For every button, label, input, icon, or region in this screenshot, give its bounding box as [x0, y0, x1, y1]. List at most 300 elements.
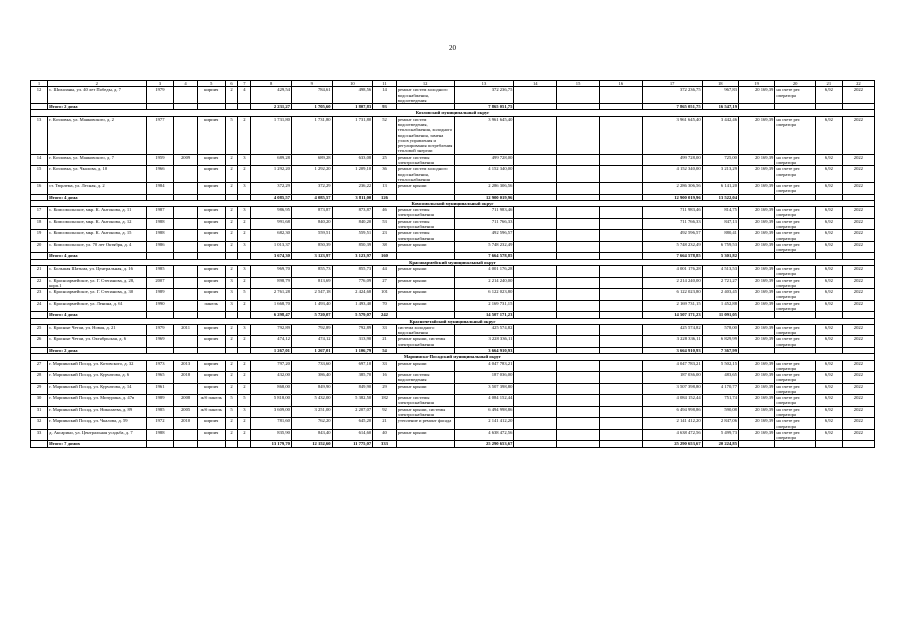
- table-cell: 1 705,60: [291, 104, 332, 110]
- table-cell: [557, 218, 600, 230]
- table-cell: 967,83: [702, 87, 738, 104]
- table-cell: 499 728,00: [454, 154, 514, 166]
- table-cell: г. Козловка, ул. Маяковского, д. 7: [48, 154, 146, 166]
- table-cell: [514, 372, 557, 384]
- table-cell: 483,65: [702, 372, 738, 384]
- table-cell: с. Большая Шатьма, ул. Центральная, д. 16: [48, 266, 146, 278]
- table-cell: 2 231,27: [251, 104, 292, 110]
- column-number-cell: 10: [332, 81, 373, 87]
- table-cell: с. Комсомольское, ул. 70 лет Октября, д. 4: [48, 241, 146, 253]
- table-cell: [557, 429, 600, 441]
- table-cell: [599, 116, 642, 154]
- district-name: Красночетайский муниципальный округ: [31, 318, 875, 324]
- table-cell: 5: [238, 395, 251, 407]
- table-cell: [599, 300, 642, 312]
- table-cell: [514, 395, 557, 407]
- table-cell: 4 085,57: [251, 194, 292, 200]
- table-cell: 25: [31, 324, 48, 336]
- table-cell: 17: [31, 207, 48, 219]
- table-cell: 6,92: [815, 166, 842, 183]
- table-cell: 2022: [842, 289, 874, 301]
- table-cell: 2013: [174, 360, 198, 372]
- district-name: Козловский муниципальный округ: [31, 110, 875, 116]
- table-cell: 4 047 783,21: [454, 360, 514, 372]
- table-cell: ремонт систем холодного водоснабжения, теплоснабжения: [396, 166, 454, 183]
- table-cell: 2: [238, 429, 251, 441]
- column-number-cell: 22: [842, 81, 874, 87]
- table-cell: Итого: 7 домов: [48, 441, 146, 447]
- table-cell: [599, 395, 642, 407]
- table-cell: 432,00: [251, 372, 292, 384]
- table-cell: 6,92: [815, 266, 842, 278]
- table-cell: 23: [373, 230, 397, 242]
- table-cell: 2022: [842, 241, 874, 253]
- table-cell: 160: [373, 253, 397, 259]
- table-cell: [514, 336, 557, 348]
- table-cell: с. Комсомольское, мкр. К. Антонова, д. 11: [48, 207, 146, 219]
- table-cell: 2022: [842, 383, 874, 395]
- table-cell: 733,60: [291, 360, 332, 372]
- table-cell: 5 499,73: [702, 429, 738, 441]
- table-cell: 7 664 578,85: [642, 253, 702, 259]
- table-cell: 2022: [842, 87, 874, 104]
- table-cell: ремонт крыши: [396, 300, 454, 312]
- table-cell: кирпич: [197, 183, 225, 195]
- table-cell: кирпич: [197, 266, 225, 278]
- table-cell: 6 122 023,80: [454, 289, 514, 301]
- table-cell: 776,09: [332, 277, 373, 289]
- table-cell: 3 442,46: [702, 116, 738, 154]
- table-cell: 20 169,39: [738, 266, 774, 278]
- table-cell: [174, 277, 198, 289]
- table-cell: на счете рег. оператора: [775, 183, 816, 195]
- table-cell: 499 728,00: [642, 154, 702, 166]
- table-cell: кирпич: [197, 207, 225, 219]
- table-cell: 986,95: [251, 207, 292, 219]
- table-cell: 3 251,00: [291, 406, 332, 418]
- table-cell: панель: [197, 300, 225, 312]
- table-cell: 20 169,39: [738, 230, 774, 242]
- table-cell: 7 865 051,75: [642, 104, 702, 110]
- table-cell: 4 638 472,56: [454, 429, 514, 441]
- table-cell: ремонт крыши, системы электроснабжения: [396, 336, 454, 348]
- table-cell: 54: [373, 347, 397, 353]
- table-cell: [599, 383, 642, 395]
- table-cell: [599, 336, 642, 348]
- table-cell: 23: [31, 289, 48, 301]
- table-cell: 6,92: [815, 207, 842, 219]
- table-cell: 3 961 645,40: [454, 116, 514, 154]
- table-cell: 3: [225, 289, 238, 301]
- table-cell: на счете рег. оператора: [775, 300, 816, 312]
- table-cell: 682,30: [251, 230, 292, 242]
- column-number-cell: 7: [238, 81, 251, 87]
- table-cell: 27: [373, 277, 397, 289]
- table-cell: 14: [31, 154, 48, 166]
- table-cell: [514, 383, 557, 395]
- table-cell: 3 228 336,11: [454, 336, 514, 348]
- table-cell: 6,92: [815, 406, 842, 418]
- table-cell: 425 574,82: [642, 324, 702, 336]
- table-cell: 12 900 019,96: [454, 194, 514, 200]
- table-cell: 25 290 653,67: [642, 441, 702, 447]
- table-cell: 21: [373, 336, 397, 348]
- table-cell: ремонт крыши: [396, 241, 454, 253]
- table-cell: 44: [373, 266, 397, 278]
- table-cell: [174, 266, 198, 278]
- table-cell: 633,08: [332, 154, 373, 166]
- table-cell: 6,92: [815, 360, 842, 372]
- table-cell: 6,92: [815, 230, 842, 242]
- table-cell: [174, 116, 198, 154]
- table-cell: 313,90: [332, 336, 373, 348]
- table-cell: 20 169,39: [738, 218, 774, 230]
- table-cell: [238, 441, 251, 447]
- table-cell: 1986: [146, 241, 174, 253]
- table-cell: 1990: [146, 300, 174, 312]
- table-cell: 725,00: [702, 154, 738, 166]
- table-cell: 2: [238, 383, 251, 395]
- total-row: [31, 441, 875, 447]
- table-cell: 92: [373, 406, 397, 418]
- table-cell: 2: [225, 372, 238, 384]
- table-cell: на счете рег. оператора: [775, 87, 816, 104]
- table-cell: 3 123,97: [332, 253, 373, 259]
- table-cell: [557, 441, 600, 447]
- table-cell: с. Красные Четаи, ул. Новая, д. 21: [48, 324, 146, 336]
- table-cell: 182: [373, 395, 397, 407]
- table-cell: 20 169,39: [738, 395, 774, 407]
- table-cell: на счете рег. оператора: [775, 207, 816, 219]
- table-cell: 6,92: [815, 183, 842, 195]
- table-cell: 20 169,39: [738, 87, 774, 104]
- table-cell: 784,61: [291, 87, 332, 104]
- table-cell: 38: [373, 241, 397, 253]
- table-cell: 14 507 171,23: [642, 312, 702, 318]
- table-cell: 25 290 653,67: [454, 441, 514, 447]
- table-cell: кирпич: [197, 336, 225, 348]
- table-cell: 855,73: [332, 266, 373, 278]
- table-cell: [557, 360, 600, 372]
- table-cell: Итого: 4 дома: [48, 312, 146, 318]
- table-cell: 1 731,80: [291, 116, 332, 154]
- table-cell: 36: [373, 166, 397, 183]
- table-cell: 6 122 023,80: [642, 289, 702, 301]
- table-cell: 2022: [842, 360, 874, 372]
- table-cell: 2022: [842, 266, 874, 278]
- table-cell: 4 001 176,28: [642, 266, 702, 278]
- table-cell: кирпич: [197, 166, 225, 183]
- table-cell: 1 807,83: [332, 104, 373, 110]
- table-cell: [514, 166, 557, 183]
- table-cell: [514, 360, 557, 372]
- table-cell: [599, 241, 642, 253]
- table-cell: 2: [238, 277, 251, 289]
- table-cell: 2: [225, 266, 238, 278]
- table-cell: [599, 360, 642, 372]
- table-cell: на счете рег. оператора: [775, 336, 816, 348]
- table-cell: [599, 289, 642, 301]
- table-cell: 1966: [146, 166, 174, 183]
- table-cell: 2022: [842, 166, 874, 183]
- table-cell: с. Красные Четаи, ул. Октябрьская, д. 6: [48, 336, 146, 348]
- table-cell: 781,60: [251, 418, 292, 430]
- table-cell: 385,70: [332, 372, 373, 384]
- table-cell: 1 493,40: [332, 300, 373, 312]
- table-cell: 3 811,00: [332, 194, 373, 200]
- table-cell: [599, 324, 642, 336]
- table-cell: 29: [373, 383, 397, 395]
- table-cell: 5 579,07: [332, 312, 373, 318]
- table-cell: [557, 116, 600, 154]
- table-cell: 6,92: [815, 289, 842, 301]
- table-cell: 498,56: [332, 87, 373, 104]
- table-cell: 1961: [146, 383, 174, 395]
- table-cell: 30: [31, 395, 48, 407]
- table-row: [31, 277, 875, 289]
- table-cell: 792,89: [332, 324, 373, 336]
- table-cell: [174, 429, 198, 441]
- table-cell: [514, 266, 557, 278]
- table-cell: 474,12: [251, 336, 292, 348]
- table-cell: 3: [238, 241, 251, 253]
- table-cell: [599, 372, 642, 384]
- table-cell: [557, 277, 600, 289]
- table-cell: [514, 116, 557, 154]
- table-cell: кирпич: [197, 429, 225, 441]
- table-cell: кирпич: [197, 418, 225, 430]
- table-row: [31, 360, 875, 372]
- table-cell: [557, 418, 600, 430]
- table-cell: 559,51: [291, 230, 332, 242]
- table-cell: 21: [31, 266, 48, 278]
- table-cell: 14 507 171,23: [454, 312, 514, 318]
- table-cell: на счете рег. оператора: [775, 266, 816, 278]
- table-cell: 2010: [174, 418, 198, 430]
- table-cell: 4 084 152,44: [454, 395, 514, 407]
- table-cell: 6,92: [815, 154, 842, 166]
- table-cell: 847,13: [702, 218, 738, 230]
- table-cell: 2: [238, 166, 251, 183]
- table-cell: 3 228 336,11: [642, 336, 702, 348]
- table-cell: ремонт системы электроснабжения: [396, 207, 454, 219]
- table-cell: 855,73: [291, 266, 332, 278]
- table-cell: на счете рег. оператора: [775, 418, 816, 430]
- table-cell: 3 664 910,93: [454, 347, 514, 353]
- table-cell: 12: [31, 87, 48, 104]
- table-cell: на счете рег. оператора: [775, 241, 816, 253]
- table-cell: 2: [225, 87, 238, 104]
- table-cell: 2: [225, 230, 238, 242]
- table-cell: ремонт крыши: [396, 289, 454, 301]
- table-cell: 873,87: [291, 207, 332, 219]
- table-cell: 6 494 998,86: [642, 406, 702, 418]
- table-cell: 2 286 306,56: [642, 183, 702, 195]
- table-cell: ремонт систем водоотведения, теплоснабжения, холодного водоснабжения, замена узлов управления и регулирования потребления тепловой энергии: [397, 116, 453, 154]
- table-cell: [557, 154, 600, 166]
- table-cell: 2: [225, 154, 238, 166]
- table-cell: кирпич: [197, 241, 225, 253]
- table-cell: [174, 87, 198, 104]
- table-cell: 31: [31, 406, 48, 418]
- table-cell: 711 766,33: [454, 218, 514, 230]
- table-cell: 590,08: [702, 406, 738, 418]
- table-cell: 645,20: [332, 418, 373, 430]
- table-cell: 6,92: [815, 372, 842, 384]
- table-cell: [599, 429, 642, 441]
- table-cell: 2: [238, 360, 251, 372]
- column-number-cell: 8: [251, 81, 292, 87]
- table-cell: 26: [31, 336, 48, 348]
- table-cell: [599, 441, 642, 447]
- table-cell: 20 169,39: [738, 383, 774, 395]
- table-cell: 3: [238, 207, 251, 219]
- column-number-cell: 9: [291, 81, 332, 87]
- table-cell: 1 267,01: [251, 347, 292, 353]
- table-row: [31, 183, 875, 195]
- table-row: [31, 383, 875, 395]
- table-cell: на счете рег. оператора: [775, 154, 816, 166]
- table-cell: [514, 418, 557, 430]
- table-cell: 13: [31, 116, 48, 154]
- table-cell: с. Комсомольское, мкр. К. Антонова, д. 15: [48, 230, 146, 242]
- table-cell: 3 664 910,93: [642, 347, 702, 353]
- table-cell: 1 668,70: [251, 300, 292, 312]
- table-cell: 3: [238, 324, 251, 336]
- table-body: [31, 81, 875, 448]
- table-cell: [174, 241, 198, 253]
- table-cell: 29: [31, 383, 48, 395]
- table-cell: [31, 441, 48, 447]
- table-cell: 6,92: [815, 218, 842, 230]
- table-cell: [514, 183, 557, 195]
- table-cell: 697,10: [332, 360, 373, 372]
- table-cell: 6,92: [815, 336, 842, 348]
- table-cell: [775, 441, 816, 447]
- table-cell: 2: [225, 336, 238, 348]
- table-cell: г. Мариинский Посад, ул. Николаева, д. 89: [48, 406, 146, 418]
- column-number-cell: 21: [815, 81, 842, 87]
- table-cell: 5 748 232,49: [642, 241, 702, 253]
- table-cell: 13 522,04: [702, 194, 738, 200]
- table-cell: 1984: [146, 183, 174, 195]
- table-row: [31, 336, 875, 348]
- table-cell: 20 169,39: [738, 154, 774, 166]
- table-cell: [514, 289, 557, 301]
- district-name: Мариинско-Посадский муниципальный округ: [31, 354, 875, 360]
- table-cell: 7 865 051,75: [454, 104, 514, 110]
- table-cell: [514, 406, 557, 418]
- table-cell: ремонт крыши: [396, 429, 454, 441]
- table-cell: [174, 336, 198, 348]
- table-cell: кирпич: [197, 218, 225, 230]
- table-cell: 6,92: [815, 383, 842, 395]
- table-cell: 20 169,39: [738, 166, 774, 183]
- table-cell: 2022: [842, 183, 874, 195]
- table-cell: 1989: [146, 289, 174, 301]
- table-cell: [174, 289, 198, 301]
- table-cell: [842, 441, 874, 447]
- table-cell: 3 507 398,80: [642, 383, 702, 395]
- table-row: [31, 230, 875, 242]
- table-cell: ремонт крыши: [396, 360, 454, 372]
- table-cell: 1 731,80: [332, 116, 373, 154]
- table-cell: 2 721,27: [702, 277, 738, 289]
- table-cell: 840,20: [332, 218, 373, 230]
- table-cell: 18: [31, 218, 48, 230]
- table-cell: кирпич: [197, 324, 225, 336]
- table-cell: 2007: [146, 277, 174, 289]
- table-cell: 2: [225, 324, 238, 336]
- table-cell: д. Аксарино, ул. Центральная усадьба, д. 7: [48, 429, 146, 441]
- table-cell: [514, 277, 557, 289]
- table-cell: 2022: [842, 406, 874, 418]
- table-cell: 2005: [174, 406, 198, 418]
- table-cell: 6 141,20: [702, 183, 738, 195]
- table-cell: 3: [238, 183, 251, 195]
- table-cell: [557, 300, 600, 312]
- table-cell: [599, 183, 642, 195]
- table-cell: 2 141 412,20: [642, 418, 702, 430]
- table-cell: 2018: [174, 372, 198, 384]
- table-cell: Итого: 2 дома: [48, 104, 146, 110]
- table-cell: [514, 230, 557, 242]
- table-cell: 21: [373, 418, 397, 430]
- column-number-cell: 19: [738, 81, 774, 87]
- table-cell: [599, 266, 642, 278]
- table-cell: система холодного водоснабжения: [396, 324, 454, 336]
- table-cell: утепление и ремонт фасада: [396, 418, 454, 430]
- table-cell: с. Красноармейское, ул. Г. Степанова, д. 28, корп.1: [48, 277, 146, 289]
- table-cell: 20 169,39: [738, 300, 774, 312]
- table-cell: 3: [238, 406, 251, 418]
- table-row: [31, 300, 875, 312]
- table-cell: 13: [373, 183, 397, 195]
- table-cell: ж/б панель: [197, 406, 225, 418]
- table-cell: 187 036,00: [642, 372, 702, 384]
- table-cell: 2 761,28: [251, 289, 292, 301]
- table-cell: 2022: [842, 218, 874, 230]
- table-cell: [514, 441, 557, 447]
- table-cell: 5: [238, 289, 251, 301]
- table-cell: 3 507 398,80: [454, 383, 514, 395]
- table-cell: кирпич: [197, 360, 225, 372]
- table-cell: [557, 266, 600, 278]
- table-cell: 2: [225, 166, 238, 183]
- table-cell: Итого: 4 дома: [48, 253, 146, 259]
- table-cell: 93: [373, 104, 397, 110]
- table-cell: 1988: [146, 230, 174, 242]
- table-cell: 7 664 578,85: [454, 253, 514, 259]
- table-cell: 5 432,00: [291, 395, 332, 407]
- table-cell: 6 759,53: [702, 241, 738, 253]
- table-cell: 1985: [146, 406, 174, 418]
- table-cell: 474,12: [291, 336, 332, 348]
- district-name: Комсомольский муниципальный округ: [31, 200, 875, 206]
- table-cell: 53: [373, 218, 397, 230]
- table-cell: кирпич: [197, 383, 225, 395]
- table-cell: 850,39: [291, 241, 332, 253]
- table-cell: 425 574,82: [454, 324, 514, 336]
- table-cell: 6,92: [815, 300, 842, 312]
- column-number-cell: 15: [557, 81, 600, 87]
- table-cell: 689,28: [291, 154, 332, 166]
- table-cell: 969,70: [251, 266, 292, 278]
- table-cell: [174, 300, 198, 312]
- table-cell: 20 169,39: [738, 418, 774, 430]
- table-cell: [557, 207, 600, 219]
- table-cell: 813,69: [291, 277, 332, 289]
